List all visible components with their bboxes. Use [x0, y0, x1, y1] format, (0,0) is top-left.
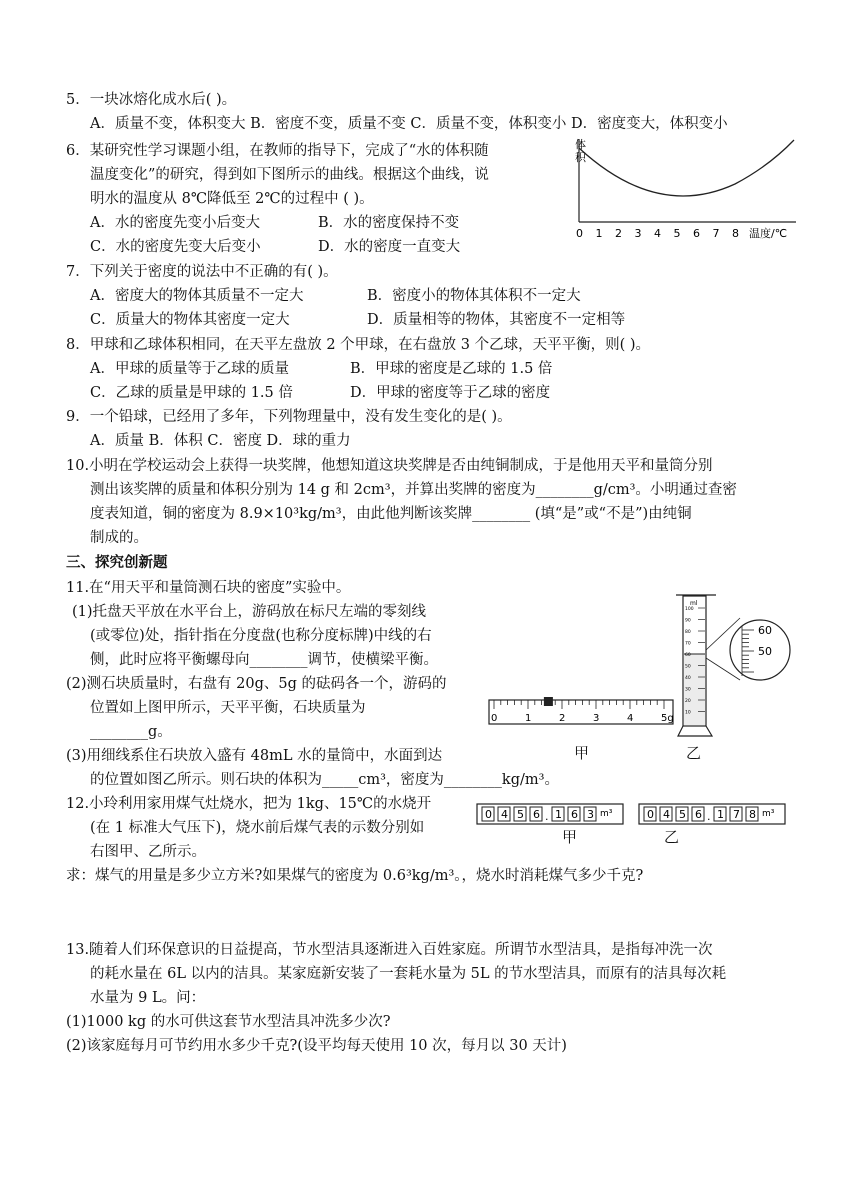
meter-digit: 3 [587, 808, 594, 821]
meter-digit: 0 [647, 808, 654, 821]
meter-label-jia: 甲 [562, 828, 578, 846]
figure-label-jia: 甲 [574, 744, 590, 762]
meter-digit: 6 [695, 808, 702, 821]
meter-digit: 7 [733, 808, 740, 821]
graph-tick-label: 7 [712, 227, 720, 240]
meter-digit: 5 [679, 808, 686, 821]
q13-part-1: (1)1000 kg 的水可供这套节水型洁具冲洗多少次? [66, 1014, 391, 1030]
graph-xlabel: 温度/℃ [749, 227, 788, 240]
meter-digit: 4 [663, 808, 670, 821]
graph-ylabel-1: 体 [575, 138, 586, 151]
meter-unit: m³ [600, 809, 613, 819]
q11-part1-line2: (或零位)处，指针指在分度盘(也称分度标牌)中线的右 [90, 628, 432, 644]
q11-stem: 11.在“用天平和量筒测石块的密度”实验中。 [66, 580, 351, 596]
meter-digit: 5 [517, 808, 524, 821]
section-title: 三、探究创新题 [66, 555, 168, 571]
cylinder-tick-label: 10 [685, 710, 691, 716]
q12-line-1: 12.小玲利用家用煤气灶烧水，把为 1kg、15℃的水烧开 [66, 796, 432, 812]
cylinder-tick-label: 50 [685, 664, 691, 670]
graph-tick-label: 3 [634, 227, 642, 240]
q10-line-1: 10.小明在学校运动会上获得一块奖牌，他想知道这块奖牌是否由纯铜制成，于是他用天平和量筒分别 [66, 458, 713, 474]
cylinder-tick-label: 100 [685, 607, 694, 612]
q8-option-d: D．甲球的密度等于乙球的密度 [350, 385, 551, 401]
q11-part2-line2: 位置如上图甲所示，天平平衡，石块质量为 [90, 700, 366, 716]
meter-digit: 4 [501, 808, 508, 821]
cylinder-tick-label: 90 [685, 618, 691, 624]
q11-part2-line1: (2)测石块质量时，右盘有 20g、5g 的砝码各一个，游码的 [66, 676, 447, 692]
q6-option-d: D．水的密度一直变大 [318, 239, 461, 255]
ruler-tick-label: 0 [491, 713, 498, 724]
q7-option-a: A．密度大的物体其质量不一定大 [90, 288, 304, 304]
q11-part3-line2: 的位置如图乙所示。则石块的体积为_____cm³，密度为________kg/m³。 [90, 772, 559, 788]
q13-part-2: (2)该家庭每月可节约用水多少千克?(设平均每天使用 10 次，每月以 30 天计) [66, 1038, 567, 1054]
q6-stem-3: 明水的温度从 8℃降低至 2℃的过程中 ( )。 [90, 191, 374, 207]
q10-line-3: 度表知道，铜的密度为 8.9×10³kg/m³，由此他判断该奖牌________ (填“是”或“不是”)由纯铜 [90, 506, 692, 522]
cylinder-tick-label: 40 [685, 676, 691, 681]
ruler-rider [544, 697, 553, 706]
q7-stem: 7．下列关于密度的说法中不正确的有( )。 [66, 264, 338, 280]
cylinder-tick-label: 80 [685, 630, 691, 635]
q6-option-b: B．水的密度保持不变 [318, 215, 460, 231]
q11-part1-line3: 侧，此时应将平衡螺母向________调节，使横梁平衡。 [90, 652, 438, 668]
q6-option-c: C．水的密度先变大后变小 [90, 239, 261, 255]
cylinder-tick-label: 30 [685, 687, 691, 693]
cylinder-tick-label: 60 [685, 653, 691, 658]
q8-option-a: A．甲球的质量等于乙球的质量 [90, 361, 289, 377]
graph-tick-label: 8 [732, 227, 739, 240]
gas-meter-yi [638, 802, 786, 826]
q9-stem: 9．一个铅球，已经用了多年，下列物理量中，没有发生变化的是( )。 [66, 409, 512, 425]
ruler-tick-label: 4 [627, 713, 634, 724]
q8-option-c: C．乙球的质量是甲球的 1.5 倍 [90, 385, 293, 401]
q13-line-2: 的耗水量在 6L 以内的洁具。某家庭新安装了一套耗水量为 5L 的节水型洁具，而原有的洁具每次耗 [90, 966, 727, 982]
balance-ruler-figure [486, 692, 678, 732]
q12-question: 求：煤气的用量是多少立方米?如果煤气的密度为 0.6³kg/m³。，烧水时消耗煤气多少千克? [66, 868, 644, 884]
q7-option-b: B．密度小的物体其体积不一定大 [367, 288, 581, 304]
graduated-cylinder-figure [674, 590, 802, 740]
zoom-tick-label: 60 [758, 624, 772, 637]
q13-line-3: 水量为 9 L。问： [90, 990, 206, 1006]
ruler-tick-label: 5g [661, 713, 674, 724]
q12-line-3: 右图甲、乙所示。 [90, 844, 206, 860]
meter-digit: 1 [555, 808, 562, 821]
q5-stem: 5．一块冰熔化成水后( )。 [66, 92, 237, 108]
q11-part3-line1: (3)用细线系住石块放入盛有 48mL 水的量筒中，水面到达 [66, 748, 443, 764]
ruler-tick-label: 3 [593, 713, 600, 724]
ruler-tick-label: 2 [559, 713, 566, 724]
cylinder-unit: ml [690, 600, 698, 607]
q7-option-c: C．质量大的物体其密度一定大 [90, 312, 290, 328]
q6-option-a: A．水的密度先变小后变大 [90, 215, 260, 231]
meter-dot: . [545, 810, 549, 823]
graph-tick-label: 0 [576, 227, 583, 240]
graph-tick-label: 6 [693, 227, 700, 240]
ruler-tick-label: 1 [525, 713, 532, 724]
graph-tick-label: 2 [615, 227, 622, 240]
q6-stem-2: 温度变化”的研究，得到如下图所示的曲线。根据这个曲线，说 [90, 167, 489, 183]
q7-option-d: D．质量相等的物体，其密度不一定相等 [367, 312, 626, 328]
meter-unit: m³ [762, 809, 775, 819]
graph-tick-label: 4 [654, 227, 661, 240]
q8-option-b: B．甲球的密度是乙球的 1.5 倍 [350, 361, 553, 377]
meter-label-yi: 乙 [664, 828, 680, 846]
figure-label-yi: 乙 [686, 744, 702, 762]
meter-dot: . [707, 810, 711, 823]
meter-digit: 1 [717, 808, 724, 821]
q10-line-4: 制成的。 [90, 530, 148, 546]
q11-part1-line1: (1)托盘天平放在水平台上，游码放在标尺左端的零刻线 [72, 604, 427, 620]
ruler-body [489, 700, 673, 724]
volume-temperature-graph [564, 134, 814, 246]
zoom-tick-label: 50 [758, 645, 772, 658]
q12-line-2: (在 1 标准大气压下)，烧水前后煤气表的示数分别如 [90, 820, 425, 836]
meter-digit: 8 [749, 808, 756, 821]
graph-ylabel-2: 积 [575, 151, 586, 164]
q8-stem: 8．甲球和乙球体积相同，在天平左盘放 2 个甲球，在右盘放 3 个乙球，天平平衡，则( )。 [66, 337, 651, 353]
q5-options: A．质量不变，体积变大 B．密度不变，质量不变 C．质量不变，体积变小 D．密度变大，体积变小 [90, 116, 728, 132]
q13-line-1: 13.随着人们环保意识的日益提高，节水型洁具逐渐进入百姓家庭。所谓节水型洁具，是指每冲洗一次 [66, 942, 713, 958]
graph-curve [579, 140, 794, 196]
gas-meter-jia [476, 802, 624, 826]
meter-digit: 6 [533, 808, 540, 821]
q10-line-2: 测出该奖牌的质量和体积分别为 14 g 和 2cm³，并算出奖牌的密度为________g/cm³。小明通过查密 [90, 482, 737, 498]
graph-tick-label: 1 [595, 227, 603, 240]
q6-stem-1: 6．某研究性学习课题小组，在教师的指导下，完成了“水的体积随 [66, 143, 489, 159]
cylinder-tick-label: 70 [685, 641, 691, 647]
meter-digit: 6 [571, 808, 578, 821]
meter-digit: 0 [485, 808, 492, 821]
graph-tick-label: 5 [673, 227, 681, 240]
q11-part2-line3: ________g。 [90, 724, 172, 740]
q9-options: A．质量 B．体积 C．密度 D．球的重力 [90, 433, 351, 449]
cylinder-tick-label: 20 [685, 699, 691, 704]
